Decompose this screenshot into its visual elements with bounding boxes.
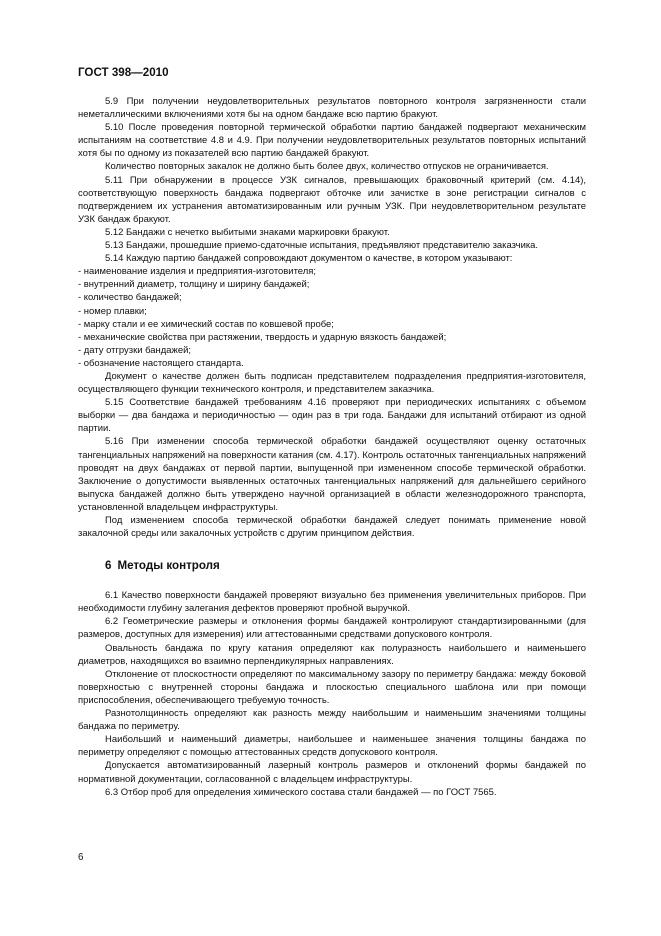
laser-control-paragraph: Допускается автоматизированный лазерный контроль размеров и отклонений формы бандажей по нормативной документации, согласованной с владельцем инфраструктуры. xyxy=(78,760,586,785)
ovality-paragraph: Овальность бандажа по кругу катания определяют как полуразность наибольшего и наименьшего диаметров, находящихся во взаимно перпендикулярных направлениях. xyxy=(78,642,586,667)
list-item: - внутренний диаметр, толщину и ширину бандажей; xyxy=(78,279,310,291)
clause-6-3: 6.3 Отбор проб для определения химического состава стали бандажей — по ГОСТ 7565. xyxy=(105,786,497,798)
list-item: - количество бандажей; xyxy=(78,292,182,304)
clause-5-11: 5.11 При обнаружении в процессе УЗК сигналов, превышающих браковочный критерий (см. 4.14), соответствующую поверхность бандажа подвергают обточке или зачистке в зоне регистрации сигналов с подтверждением их устранения автоматизированным или ручным УЗК. При неудовлетворительном результате УЗК бандаж бракуют. xyxy=(78,174,586,225)
diameters-paragraph: Наибольший и наименьший диаметры, наибольшее и наименьшее значения толщины бандажа по периметру определяют с помощью аттестованных средств допускового контроля. xyxy=(78,734,586,759)
clause-5-10-note: Количество повторных закалок не должно быть более двух, количество отпусков не ограничивается. xyxy=(105,161,549,173)
thickness-variation-paragraph: Разнотолщинность определяют как разность между наибольшим и наименьшим значениями толщины бандажа по периметру. xyxy=(78,708,586,733)
document-body xyxy=(78,95,586,799)
clause-6-1: 6.1 Качество поверхности бандажей проверяют визуально без применения увеличительных приборов. При необходимости глубину залегания дефектов проверяют пробной выручкой. xyxy=(78,590,586,615)
list-item: - дату отгрузки бандажей; xyxy=(78,344,191,356)
list-item: - марку стали и ее химический состав по ковшевой пробе; xyxy=(78,318,334,330)
section-heading xyxy=(78,559,586,573)
clause-5-9: 5.9 При получении неудовлетворительных результатов повторного контроля загрязненности стали неметаллическими включениями хотя бы на одном бандаже всю партию бракуют. xyxy=(78,96,586,121)
list-item: - наименование изделия и предприятия-изготовителя; xyxy=(78,266,316,278)
quality-document-paragraph: Документ о качестве должен быть подписан представителем подразделения предприятия-изготовителя, осуществляющего функции технического контроля, и представителем заказчика. xyxy=(78,370,586,396)
document-header: ГОСТ 398—2010 xyxy=(78,66,169,79)
list-item: - механические свойства при растяжении, твердость и ударную вязкость бандажей; xyxy=(78,331,447,343)
clause-5-15: 5.15 Соответствие бандажей требованиям 4.16 проверяют при периодических испытаниях с объемом выборки — два бандажа и периодичностью — один раз в три года. Бандажи для испытаний отбирают из одной партии. xyxy=(78,397,586,435)
clause-5-10: 5.10 После проведения повторной термической обработки партию бандажей подвергают механическим испытаниям на соответствие 4.8 и 4.9. При получении неудовлетворительных результатов повторных испытаний хотя бы по одному из показателей всю партию бандажей бракуют. xyxy=(78,122,586,160)
list-item: - номер плавки; xyxy=(78,305,147,317)
list-item: - обозначение настоящего стандарта. xyxy=(78,357,244,369)
clause-5-12: 5.12 Бандажи с нечетко выбитыми знаками маркировки бракуют. xyxy=(105,226,390,238)
clause-5-16: 5.16 При изменении способа термической обработки бандажей осуществляют оценку остаточных тангенциальных напряжений на поверхности катания (см. 4.17). Контроль остаточных тангенциальных напряжений проводят на двух бандажах от первой партии, выпущенной при измененном способе термической обработки. Заключение о допустимости выявленных остаточных тангенциальных напряжений для дальнейшего серийного выпуска бандажей должно быть утверждено научной организацией в области железнодорожного транспорта, установленной владельцем инфраструктуры. xyxy=(78,436,586,513)
clause-5-13: 5.13 Бандажи, прошедшие приемо-сдаточные испытания, предъявляют представителю заказчика. xyxy=(105,240,539,252)
section-number: 6 xyxy=(105,559,112,573)
clause-5-14: 5.14 Каждую партию бандажей сопровождают документом о качестве, в котором указывают: xyxy=(105,253,513,265)
page-number: 6 xyxy=(78,852,84,863)
clause-6-2: 6.2 Геометрические размеры и отклонения формы бандажей контролируют стандартизированными (для размеров, доступных для измерения) или аттестованными средствами допускового контроля. xyxy=(78,616,586,641)
flatness-paragraph: Отклонение от плоскостности определяют по максимальному зазору по периметру бандажа: между боковой поверхностью с внутренней стороны бандажа и плоскостью специального шаблона или при помощи приспособления, обеспечивающего требуемую точность. xyxy=(78,668,586,706)
clause-5-16-note: Под изменением способа термической обработки бандажей следует понимать применение новой закалочной среды или закалочных устройств с другим принципом действия. xyxy=(78,515,586,540)
section-title: Методы контроля xyxy=(117,559,220,573)
